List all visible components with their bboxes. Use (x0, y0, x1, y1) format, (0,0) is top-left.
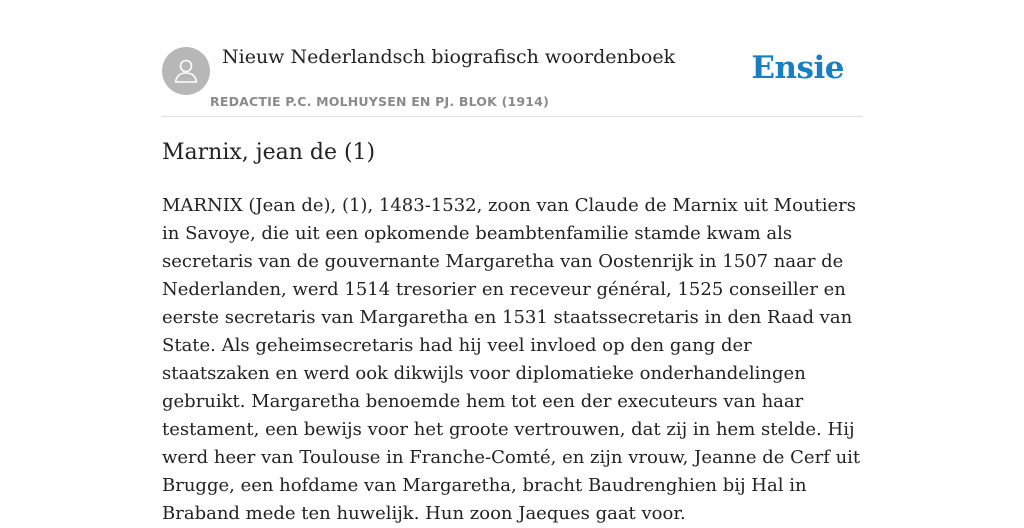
avatar[interactable] (162, 47, 210, 95)
entry-body: MARNIX (Jean de), (1), 1483-1532, zoon van Claude de Marnix uit Moutiers in Savoye, die uit een opkomende beambtenfamilie stamde kwam als secretaris van de gouvernante Margaretha van Oostenrijk in 1507 naar de Nederlanden, werd 1514 tresorier en receveur général, 1525 conseiller en eerste secretaris van Margaretha en 1531 staatssecretaris in den Raad van State. Als geheimsecretaris had hij veel invloed op den gang der staatszaken en werd ook dikwijls voor diplomatieke onderhandelingen gebruikt. Margaretha benoemde hem tot een der executeurs van haar testament, een bewijs voor het groote vertrouwen, dat zij in hem stelde. Hij werd heer van Toulouse in Franche-Comté, en zijn vrouw, Jeanne de Cerf uit Brugge, een hofdame van Margaretha, bracht Baudrenghien bij Hal in Braband mede ten huwelijk. Hun zoon Jaeques gaat voor. (162, 195, 861, 524)
editor-credit: REDACTIE P.C. MOLHUYSEN EN PJ. BLOK (1914) (210, 94, 549, 109)
header (162, 40, 862, 117)
entry-title: Marnix, jean de (1) (162, 140, 376, 165)
book-title[interactable]: Nieuw Nederlandsch biografisch woordenboek (222, 46, 676, 68)
user-icon (171, 56, 201, 86)
ensie-logo[interactable]: Ensie (751, 50, 844, 86)
